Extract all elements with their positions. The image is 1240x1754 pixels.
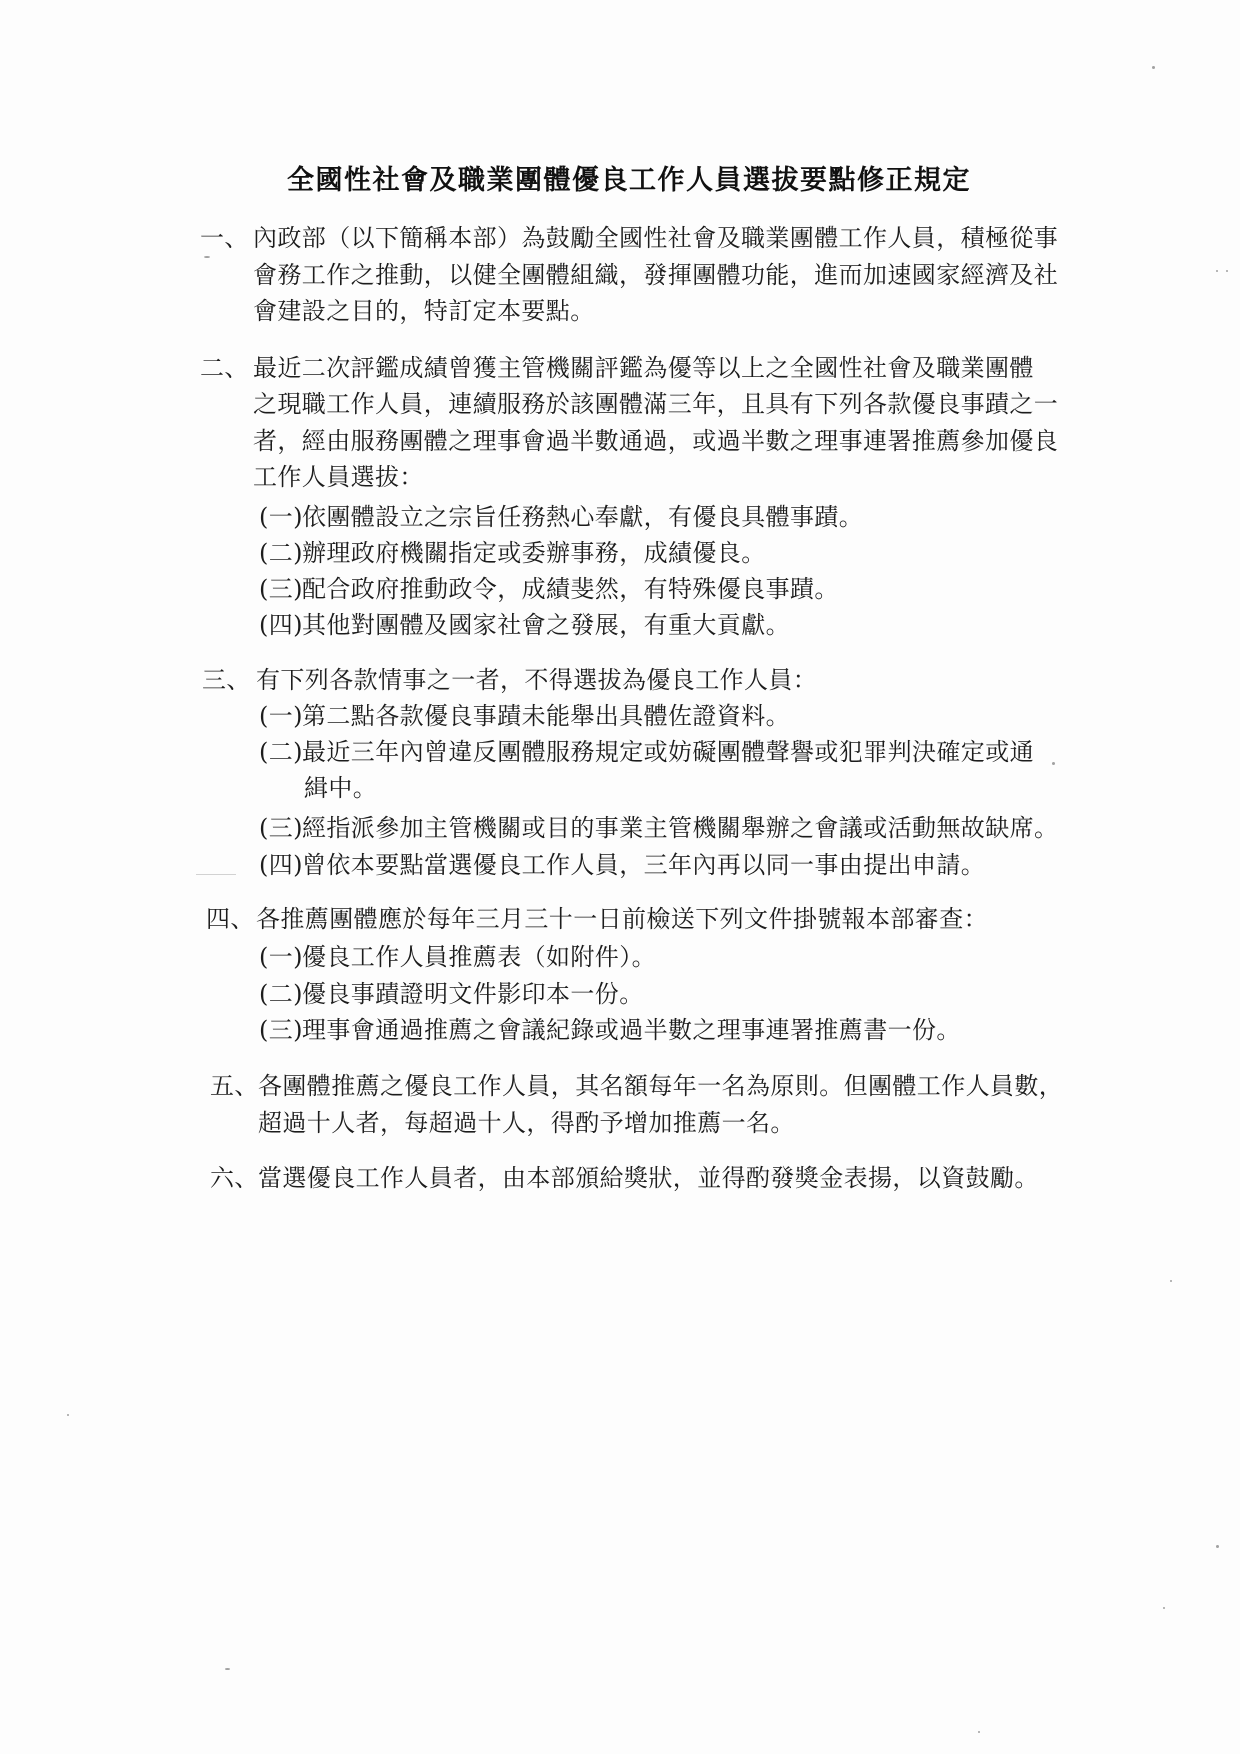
item-marker: (一) — [259, 943, 303, 971]
section-line: 會建設之目的，特訂定本要點。 — [253, 297, 595, 325]
section-line: 會務工作之推動，以健全團體組織，發揮團體功能，進而加速國家經濟及社 — [253, 261, 1059, 289]
item-marker: (二) — [259, 980, 303, 1008]
section-marker: 四、 — [206, 905, 255, 933]
item-marker: (四) — [259, 611, 303, 639]
item-marker: (一) — [259, 702, 303, 730]
scan-speck — [204, 256, 210, 258]
item-text: 優良事蹟證明文件影印本一份。 — [302, 980, 644, 1008]
item-continuation: 緝中。 — [304, 774, 378, 802]
item-text: 配合政府推動政令，成績斐然，有特殊優良事蹟。 — [302, 575, 839, 603]
section-marker: 三、 — [202, 666, 251, 694]
item-text: 第二點各款優良事蹟未能舉出具體佐證資料。 — [302, 702, 790, 730]
item-text: 理事會通過推薦之會議紀錄或過半數之理事連署推薦書一份。 — [302, 1016, 961, 1044]
scan-speck — [225, 1668, 230, 1670]
item-text: 曾依本要點當選優良工作人員，三年內再以同一事由提出申請。 — [302, 851, 986, 879]
item-text: 依團體設立之宗旨任務熱心奉獻，有優良具體事蹟。 — [302, 503, 864, 531]
section-line: 當選優良工作人員者，由本部頒給獎狀，並得酌發獎金表揚，以資鼓勵。 — [258, 1164, 1039, 1192]
section-line: 之現職工作人員，連續服務於該團體滿三年，且具有下列各款優良事蹟之一 — [253, 390, 1059, 418]
item-marker: (二) — [259, 539, 303, 567]
scan-speck — [1216, 270, 1218, 272]
item-text: 優良工作人員推薦表（如附件）。 — [302, 943, 656, 971]
item-marker: (二) — [259, 738, 303, 766]
item-marker: (三) — [259, 1016, 303, 1044]
scan-speck — [67, 1414, 69, 1416]
item-text: 其他對團體及國家社會之發展，有重大貢獻。 — [302, 611, 790, 639]
section-line: 超過十人者，每超過十人，得酌予增加推薦一名。 — [258, 1109, 795, 1137]
item-text: 最近三年內曾違反團體服務規定或妨礙團體聲譽或犯罪判決確定或通 — [302, 738, 1034, 766]
scan-speck — [1170, 1280, 1172, 1282]
item-marker: (一) — [259, 503, 303, 531]
scan-speck — [978, 1731, 980, 1733]
section-line: 最近二次評鑑成績曾獲主管機關評鑑為優等以上之全國性社會及職業團體 — [253, 354, 1034, 382]
scan-speck — [1163, 1607, 1165, 1609]
section-marker: 一、 — [200, 224, 249, 252]
item-text: 辦理政府機關指定或委辦事務，成績優良。 — [302, 539, 766, 567]
section-marker: 二、 — [200, 354, 249, 382]
section-line: 工作人員選拔： — [253, 463, 424, 491]
document-title: 全國性社會及職業團體優良工作人員選拔要點修正規定 — [287, 165, 971, 196]
section-marker: 六、 — [210, 1164, 259, 1192]
section-line: 有下列各款情事之一者，不得選拔為優良工作人員： — [256, 666, 818, 694]
section-line: 各推薦團體應於每年三月三十一日前檢送下列文件掛號報本部審查： — [256, 905, 988, 933]
section-line: 各團體推薦之優良工作人員，其名額每年一名為原則。但團體工作人員數， — [258, 1072, 1064, 1100]
scan-speck — [1152, 66, 1155, 69]
scan-speck — [1216, 1545, 1219, 1548]
section-line: 內政部（以下簡稱本部）為鼓勵全國性社會及職業團體工作人員，積極從事 — [253, 224, 1059, 252]
item-marker: (三) — [259, 575, 303, 603]
item-marker: (三) — [259, 814, 303, 842]
section-line: 者，經由服務團體之理事會過半數通過，或過半數之理事連署推薦參加優良 — [253, 427, 1059, 455]
section-marker: 五、 — [210, 1072, 259, 1100]
item-text: 經指派參加主管機關或目的事業主管機關舉辦之會議或活動無故缺席。 — [302, 814, 1059, 842]
scan-speck — [196, 874, 236, 875]
scan-speck — [1226, 270, 1228, 272]
scan-speck — [1052, 762, 1055, 765]
item-marker: (四) — [259, 851, 303, 879]
